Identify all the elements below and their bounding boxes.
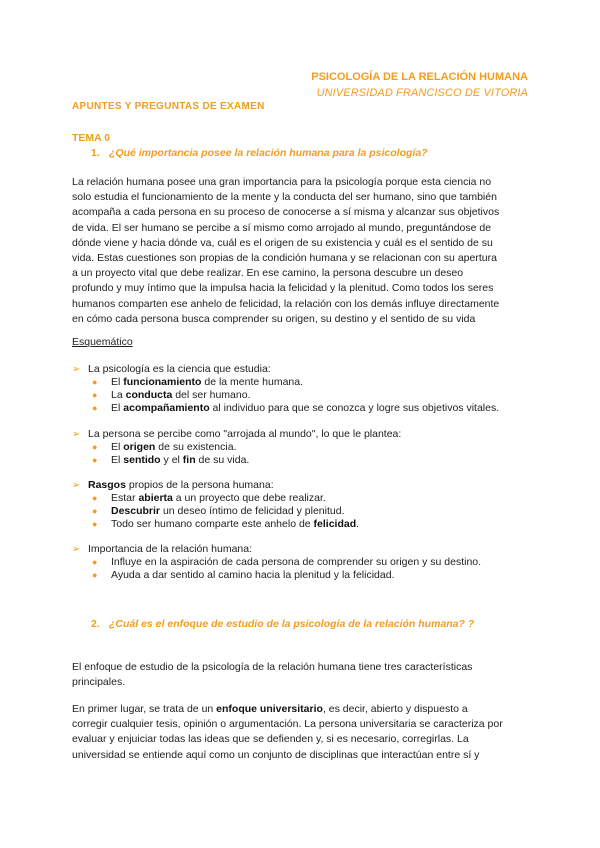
outline-item-text: El funcionamiento de la mente humana. bbox=[111, 376, 304, 388]
dot-bullet-icon: ● bbox=[92, 390, 98, 400]
outline-item bbox=[72, 518, 542, 531]
paragraph-line: evaluar y enjuiciar todas las ideas que se defienden y, si es necesario, corregirlas. La bbox=[72, 733, 469, 746]
outline-item-text: Estar abierta a un proyecto que debe realizar. bbox=[111, 492, 326, 504]
question-2-text: ¿Cuál es el enfoque de estudio de la psicología de la relación humana? ? bbox=[109, 618, 475, 630]
paragraph-line: solo estudia el funcionamiento de la mente y la conducta del ser humano, sino que también bbox=[72, 191, 497, 204]
outline-group-2 bbox=[72, 428, 542, 467]
document-heading: APUNTES Y PREGUNTAS DE EXAMEN bbox=[72, 101, 265, 112]
dot-bullet-icon: ● bbox=[92, 519, 98, 529]
outline-head-text: La persona se percibe como "arrojada al mundo", lo que le plantea: bbox=[88, 428, 402, 440]
outline-item bbox=[72, 556, 542, 569]
header-university: UNIVERSIDAD FRANCISCO DE VITORIA bbox=[316, 87, 528, 99]
paragraph-line: En primer lugar, se trata de un enfoque universitario, es decir, abierto y dispuesto a bbox=[72, 703, 468, 715]
question-2 bbox=[91, 618, 474, 630]
outline-item-text: Todo ser humano comparte este anhelo de felicidad. bbox=[111, 518, 360, 530]
outline-item-text: Descubrir un deseo íntimo de felicidad y plenitud. bbox=[111, 505, 345, 517]
outline-head bbox=[72, 479, 542, 492]
outline-item bbox=[72, 492, 542, 505]
answer-2-intro bbox=[72, 660, 534, 690]
dot-bullet-icon: ● bbox=[92, 493, 98, 503]
outline-item-text: El origen de su existencia. bbox=[111, 441, 237, 453]
esquematico-heading: Esquemático bbox=[72, 336, 133, 348]
outline-item-text: El sentido y el fin de su vida. bbox=[111, 454, 250, 466]
outline-head-text: La psicología es la ciencia que estudia: bbox=[88, 363, 271, 375]
outline-item bbox=[72, 441, 542, 454]
answer-2-paragraph bbox=[72, 702, 534, 763]
outline-item bbox=[72, 402, 542, 415]
question-1-text: ¿Qué importancia posee la relación humana para la psicología? bbox=[109, 147, 428, 159]
dot-bullet-icon: ● bbox=[92, 403, 98, 413]
paragraph-line: vida. Estas cuestiones son propias de la condición humana y se relacionan con su apertura bbox=[72, 252, 497, 265]
question-2-number: 2. bbox=[91, 618, 100, 630]
dot-bullet-icon: ● bbox=[92, 377, 98, 387]
paragraph-line: humanos comparten ese anhelo de felicidad, la relación con los demás influye directamente bbox=[72, 297, 500, 310]
outline-item bbox=[72, 389, 542, 402]
question-1 bbox=[91, 147, 428, 159]
arrow-bullet-icon: ➢ bbox=[72, 480, 81, 491]
outline-group-1 bbox=[72, 363, 542, 415]
outline-item-text: El acompañamiento al individuo para que se conozca y logre sus objetivos vitales. bbox=[111, 402, 500, 414]
arrow-bullet-icon: ➢ bbox=[72, 429, 81, 440]
arrow-bullet-icon: ➢ bbox=[72, 364, 81, 375]
outline-item-text: Ayuda a dar sentido al camino hacia la plenitud y la felicidad. bbox=[111, 569, 395, 581]
paragraph-line: profundo y muy íntimo que la impulsa hacia la felicidad y la plenitud. Como todos los seres bbox=[72, 282, 494, 295]
paragraph-line: en cómo cada persona busca comprender su origen, su destino y el sentido de su vida bbox=[72, 312, 476, 325]
answer-1-paragraph bbox=[72, 175, 534, 327]
paragraph-line: La relación humana posee una gran importancia para la psicología porque esta ciencia no bbox=[72, 176, 492, 188]
paragraph-line: de vida. El ser humano se percibe a sí mismo como arrojado al mundo, preguntándose de bbox=[72, 221, 492, 234]
paragraph-line: El enfoque de estudio de la psicología de la relación humana tiene tres características bbox=[72, 661, 473, 673]
outline-head bbox=[72, 428, 542, 441]
dot-bullet-icon: ● bbox=[92, 506, 98, 516]
outline-head-text: Importancia de la relación humana: bbox=[88, 543, 253, 555]
paragraph-line: corregir cualquier tesis, opinión o argumentación. La persona universitaria se caracteriza por bbox=[72, 718, 503, 731]
outline-group-3 bbox=[72, 479, 542, 531]
outline-item bbox=[72, 454, 542, 467]
paragraph-line: universidad se entiende aquí como un conjunto de disciplinas que interactúan entre sí y bbox=[72, 748, 480, 761]
outline-item-text: Influye en la aspiración de cada persona de comprender su origen y su destino. bbox=[111, 556, 482, 568]
outline-head bbox=[72, 363, 542, 376]
paragraph-line: dónde viene y hacia dónde va, cuál es el origen de su existencia y cuál es el sentido de su bbox=[72, 236, 493, 249]
dot-bullet-icon: ● bbox=[92, 455, 98, 465]
outline-item bbox=[72, 505, 542, 518]
tema-heading: TEMA 0 bbox=[72, 132, 111, 144]
outline-group-4 bbox=[72, 543, 542, 582]
paragraph-line: a un proyecto vital que debe realizar. En ese camino, la persona descubre un deseo bbox=[72, 267, 464, 280]
dot-bullet-icon: ● bbox=[92, 442, 98, 452]
question-1-number: 1. bbox=[91, 147, 100, 159]
outline-head-text: Rasgos propios de la persona humana: bbox=[88, 479, 274, 491]
dot-bullet-icon: ● bbox=[92, 570, 98, 580]
outline-item-text: La conducta del ser humano. bbox=[111, 389, 251, 401]
paragraph-line: principales. bbox=[72, 676, 126, 689]
header-course-title: PSICOLOGÍA DE LA RELACIÓN HUMANA bbox=[311, 71, 528, 83]
arrow-bullet-icon: ➢ bbox=[72, 544, 81, 555]
outline-item bbox=[72, 569, 542, 582]
outline-head bbox=[72, 543, 542, 556]
outline-item bbox=[72, 376, 542, 389]
paragraph-line: acompaña a cada persona en su proceso de conocerse a sí misma y alcanzar sus objetivos bbox=[72, 206, 500, 219]
dot-bullet-icon: ● bbox=[92, 557, 98, 567]
